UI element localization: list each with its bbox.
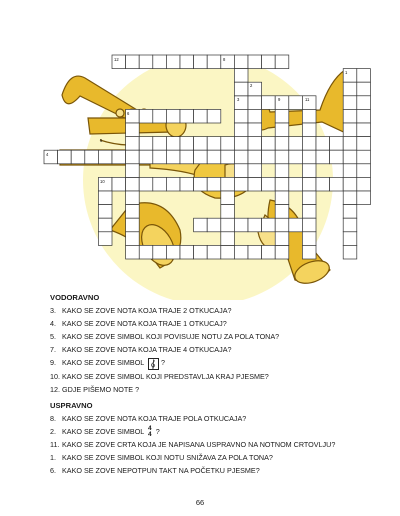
- crossword-cell[interactable]: [275, 205, 289, 219]
- crossword-cell[interactable]: [207, 109, 221, 123]
- crossword-cell[interactable]: [207, 150, 221, 164]
- crossword-cell[interactable]: [180, 150, 194, 164]
- crossword-cell[interactable]: [221, 245, 235, 259]
- crossword-cell[interactable]: [262, 150, 276, 164]
- crossword-cell[interactable]: [234, 55, 248, 69]
- crossword-cell[interactable]: [357, 164, 371, 178]
- crossword-cell[interactable]: [126, 123, 140, 137]
- clue-number-12: 12: [114, 57, 119, 62]
- crossword-cell[interactable]: [98, 232, 112, 246]
- crossword-cell[interactable]: [153, 109, 167, 123]
- crossword-cell[interactable]: [357, 69, 371, 83]
- crossword-cell[interactable]: [248, 55, 262, 69]
- crossword-cell[interactable]: [234, 82, 248, 96]
- crossword-cell[interactable]: [234, 218, 248, 232]
- crossword-cell[interactable]: [302, 232, 316, 246]
- clue-number-3: 3: [237, 97, 240, 102]
- down-clue-6: 6. KAKO SE ZOVE NEPOTPUN TAKT NA POČETKU PJESME?: [50, 466, 260, 476]
- crossword-cell[interactable]: [275, 191, 289, 205]
- crossword-cell[interactable]: [262, 96, 276, 110]
- across-clue-10: 10. KAKO SE ZOVE SIMBOL KOJI PREDSTAVLJA KRAJ PJESME?: [50, 371, 269, 381]
- crossword-cell[interactable]: [289, 96, 303, 110]
- crossword-cell[interactable]: [316, 150, 330, 164]
- crossword-cell[interactable]: [343, 96, 357, 110]
- crossword-cell[interactable]: [126, 218, 140, 232]
- down-clue-8: 8. KAKO SE ZOVE NOTA KOJA TRAJE POLA OTKUCAJA?: [50, 413, 247, 423]
- crossword-cell[interactable]: [248, 218, 262, 232]
- crossword-cell[interactable]: [248, 150, 262, 164]
- crossword-cell[interactable]: [302, 218, 316, 232]
- crossword-cell[interactable]: [316, 137, 330, 151]
- crossword-cell[interactable]: [357, 96, 371, 110]
- crossword-cell[interactable]: [85, 150, 99, 164]
- crossword-cell[interactable]: [289, 177, 303, 191]
- crossword-cell[interactable]: [166, 137, 180, 151]
- crossword-cell[interactable]: [234, 69, 248, 83]
- crossword-cell[interactable]: [112, 150, 126, 164]
- crossword-cell[interactable]: [262, 218, 276, 232]
- crossword-cell[interactable]: [275, 164, 289, 178]
- crossword-cell[interactable]: [126, 55, 140, 69]
- crossword-cell[interactable]: [234, 245, 248, 259]
- crossword-cell[interactable]: [343, 137, 357, 151]
- crossword-cell[interactable]: [180, 245, 194, 259]
- crossword-cell[interactable]: [343, 245, 357, 259]
- crossword-cell[interactable]: [221, 218, 235, 232]
- crossword-cell[interactable]: [357, 109, 371, 123]
- crossword-cell[interactable]: [98, 191, 112, 205]
- crossword-cell[interactable]: [302, 109, 316, 123]
- crossword-cell[interactable]: [289, 137, 303, 151]
- crossword-cell[interactable]: [262, 55, 276, 69]
- crossword-cell[interactable]: [166, 177, 180, 191]
- across-clue-3: 3. KAKO SE ZOVE NOTA KOJA TRAJE 2 OTKUCAJA?: [50, 306, 232, 316]
- crossword-cell[interactable]: [98, 150, 112, 164]
- crossword-cell[interactable]: [275, 137, 289, 151]
- clue-number-2: 2: [250, 83, 253, 88]
- page-number: 66: [195, 498, 205, 507]
- crossword-cell[interactable]: [234, 150, 248, 164]
- crossword-cell[interactable]: [330, 150, 344, 164]
- crossword-cell[interactable]: [248, 177, 262, 191]
- crossword-cell[interactable]: [58, 150, 72, 164]
- crossword-cell[interactable]: [262, 245, 276, 259]
- crossword-cell[interactable]: [166, 150, 180, 164]
- crossword-cell[interactable]: [357, 82, 371, 96]
- crossword-cell[interactable]: [343, 82, 357, 96]
- crossword-cell[interactable]: [357, 191, 371, 205]
- crossword-cell[interactable]: [275, 55, 289, 69]
- treble-clef-icon: [148, 358, 159, 370]
- clue-number-1: 1: [345, 70, 348, 75]
- crossword-cell[interactable]: [194, 55, 208, 69]
- across-clue-5: 5. KAKO SE ZOVE SIMBOL KOJI POVISUJE NOTU ZA POLA TONA?: [50, 332, 280, 342]
- crossword-cell[interactable]: [207, 137, 221, 151]
- crossword-cell[interactable]: [207, 55, 221, 69]
- crossword-cell[interactable]: [302, 245, 316, 259]
- crossword-cell[interactable]: [302, 164, 316, 178]
- crossword-cell[interactable]: [207, 245, 221, 259]
- clue-number-5: 5: [100, 138, 103, 143]
- crossword-cell[interactable]: [357, 137, 371, 151]
- crossword-cell[interactable]: [194, 218, 208, 232]
- down-clue-2: 2. KAKO SE ZOVE SIMBOL 4 4 ?: [50, 425, 160, 439]
- crossword-cell[interactable]: [194, 177, 208, 191]
- crossword-cell[interactable]: [357, 150, 371, 164]
- clue-number-9: 9: [278, 97, 281, 102]
- crossword-cell[interactable]: [194, 245, 208, 259]
- crossword-cell[interactable]: [275, 177, 289, 191]
- crossword-cell[interactable]: [221, 177, 235, 191]
- crossword-cell[interactable]: [139, 245, 153, 259]
- crossword-cell[interactable]: [180, 177, 194, 191]
- down-heading: USPRAVNO: [50, 400, 93, 410]
- crossword-cell[interactable]: [139, 55, 153, 69]
- crossword-cell[interactable]: [153, 137, 167, 151]
- crossword-cell[interactable]: [180, 109, 194, 123]
- across-clue-7: 7. KAKO SE ZOVE NOTA KOJA TRAJE 4 OTKUCAJA?: [50, 345, 232, 355]
- crossword-cell[interactable]: [221, 205, 235, 219]
- across-clue-12: 12. GDJE PIŠEMO NOTE ?: [50, 384, 140, 394]
- crossword-cell[interactable]: [126, 191, 140, 205]
- time-signature-four-four-icon: 4 4: [148, 425, 152, 439]
- crossword-cell[interactable]: [126, 177, 140, 191]
- crossword-cell[interactable]: [139, 109, 153, 123]
- crossword-cell[interactable]: [98, 218, 112, 232]
- clue-number-10: 10: [100, 179, 105, 184]
- crossword-cell[interactable]: [330, 137, 344, 151]
- crossword-cell[interactable]: [302, 150, 316, 164]
- clue-number-6: 6: [127, 111, 130, 116]
- crossword-cell[interactable]: [302, 177, 316, 191]
- crossword-cell[interactable]: [126, 205, 140, 219]
- crossword-cell[interactable]: [248, 123, 262, 137]
- crossword-cell[interactable]: [112, 177, 126, 191]
- crossword-cell[interactable]: [302, 191, 316, 205]
- crossword-cell[interactable]: [234, 177, 248, 191]
- across-clue-4: 4. KAKO SE ZOVE NOTA KOJA TRAJE 1 OTKUCAJ?: [50, 319, 227, 329]
- crossword-cell[interactable]: [126, 232, 140, 246]
- crossword-cell[interactable]: [275, 109, 289, 123]
- crossword-cell[interactable]: [248, 96, 262, 110]
- crossword-cell[interactable]: [153, 150, 167, 164]
- crossword-cell[interactable]: [330, 177, 344, 191]
- crossword-cell[interactable]: [166, 55, 180, 69]
- crossword-cell[interactable]: [234, 137, 248, 151]
- crossword-cell[interactable]: [357, 177, 371, 191]
- crossword-cell[interactable]: [343, 123, 357, 137]
- crossword-cell[interactable]: [357, 123, 371, 137]
- crossword-cell[interactable]: [275, 123, 289, 137]
- crossword-cell[interactable]: [289, 150, 303, 164]
- crossword-cell[interactable]: [248, 137, 262, 151]
- crossword-cell[interactable]: [343, 109, 357, 123]
- crossword-cell[interactable]: [139, 137, 153, 151]
- crossword-cell[interactable]: [139, 177, 153, 191]
- crossword-cell[interactable]: [153, 245, 167, 259]
- crossword-cell[interactable]: [221, 232, 235, 246]
- crossword-cell[interactable]: [194, 137, 208, 151]
- crossword-cell[interactable]: [343, 164, 357, 178]
- clue-number-4: 4: [46, 152, 49, 157]
- crossword-cell[interactable]: [207, 218, 221, 232]
- crossword-cell[interactable]: [275, 150, 289, 164]
- crossword-cell[interactable]: [302, 123, 316, 137]
- crossword-cell[interactable]: [194, 109, 208, 123]
- down-clue-1: 1. KAKO SE ZOVE SIMBOL KOJI NOTU SNIŽAVA ZA POLA TONA?: [50, 453, 273, 463]
- crossword-cell[interactable]: [234, 109, 248, 123]
- crossword-cell[interactable]: [248, 245, 262, 259]
- crossword-cell[interactable]: [248, 164, 262, 178]
- crossword-cell[interactable]: [248, 109, 262, 123]
- crossword-cell[interactable]: [221, 191, 235, 205]
- crossword-cell[interactable]: [343, 177, 357, 191]
- crossword-cell[interactable]: [343, 150, 357, 164]
- crossword-cell[interactable]: [221, 137, 235, 151]
- crossword-cell[interactable]: [194, 150, 208, 164]
- crossword-cell[interactable]: [221, 150, 235, 164]
- crossword-cell[interactable]: [262, 137, 276, 151]
- crossword-cell[interactable]: [166, 109, 180, 123]
- crossword-cell[interactable]: [262, 177, 276, 191]
- clue-number-11: 11: [305, 97, 310, 102]
- crossword-cell[interactable]: [343, 191, 357, 205]
- crossword-cell[interactable]: [275, 245, 289, 259]
- crossword-cell[interactable]: [126, 137, 140, 151]
- crossword-cell[interactable]: [234, 123, 248, 137]
- crossword-cell[interactable]: [71, 150, 85, 164]
- crossword-cell[interactable]: [180, 55, 194, 69]
- crossword-cell[interactable]: [126, 164, 140, 178]
- crossword-cell[interactable]: [343, 232, 357, 246]
- crossword-cell[interactable]: [180, 137, 194, 151]
- down-clue-11: 11. KAKO SE ZOVE CRTA KOJA JE NAPISANA USPRAVNO NA NOTNOM CRTOVLJU?: [50, 440, 336, 450]
- clue-number-8: 8: [223, 57, 226, 62]
- crossword-cell[interactable]: [343, 218, 357, 232]
- clue-list: [50, 290, 370, 477]
- crossword-cell[interactable]: [126, 150, 140, 164]
- crossword-cell[interactable]: [207, 177, 221, 191]
- crossword-cell[interactable]: [316, 177, 330, 191]
- across-heading: VODORAVNO: [50, 293, 100, 302]
- crossword-cell[interactable]: [166, 245, 180, 259]
- crossword-cell[interactable]: [275, 218, 289, 232]
- crossword-cell[interactable]: [289, 218, 303, 232]
- across-clue-9: 9. KAKO SE ZOVE SIMBOL ?: [50, 356, 370, 369]
- crossword-cell[interactable]: [302, 137, 316, 151]
- crossword-cell[interactable]: [126, 245, 140, 259]
- crossword-cell[interactable]: [234, 164, 248, 178]
- crossword-cell[interactable]: [343, 205, 357, 219]
- crossword-cell[interactable]: [139, 150, 153, 164]
- crossword-cell[interactable]: [275, 232, 289, 246]
- crossword-cell[interactable]: [153, 177, 167, 191]
- crossword-cell[interactable]: [302, 205, 316, 219]
- crossword-cell[interactable]: [98, 205, 112, 219]
- crossword-cell[interactable]: [153, 55, 167, 69]
